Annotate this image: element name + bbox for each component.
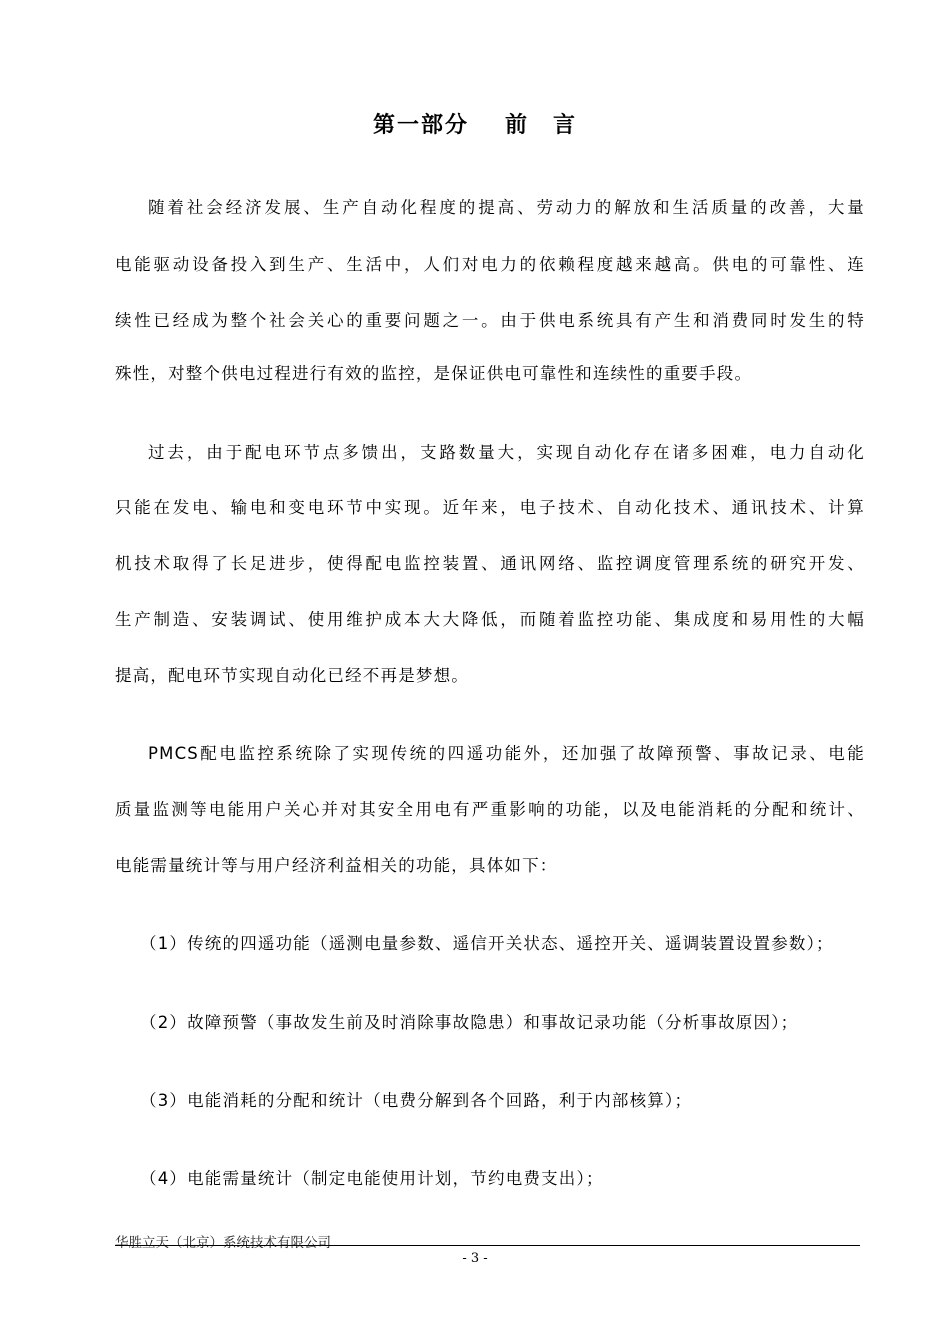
title-part: 第一部分 bbox=[372, 113, 469, 138]
paragraph-line: 电能驱动设备投入到生产、生活中，人们对电力的依赖程度越来越高。供电的可靠性、连 bbox=[115, 255, 865, 274]
footer-divider bbox=[115, 1245, 860, 1246]
paragraph-line: 续性已经成为整个社会关心的重要问题之一。由于供电系统具有产生和消费同时发生的特 bbox=[115, 311, 865, 330]
paragraph-line: PMCS配电监控系统除了实现传统的四遥功能外，还加强了故障预警、事故记录、电能 bbox=[148, 744, 865, 763]
footer-company: 华胜立天（北京）系统技术有限公司 bbox=[115, 1235, 331, 1251]
paragraph-line: 电能需量统计等与用户经济利益相关的功能，具体如下： bbox=[115, 856, 558, 875]
page-title bbox=[0, 108, 950, 139]
list-item: （1）传统的四遥功能（遥测电量参数、遥信开关状态、遥控开关、遥调装置设置参数）； bbox=[140, 934, 834, 953]
list-item: （2）故障预警（事故发生前及时消除事故隐患）和事故记录功能（分析事故原因）； bbox=[140, 1013, 799, 1032]
paragraph-line: 随着社会经济发展、生产自动化程度的提高、劳动力的解放和生活质量的改善，大量 bbox=[148, 198, 865, 217]
paragraph-line: 质量监测等电能用户关心并对其安全用电有严重影响的功能，以及电能消耗的分配和统计、 bbox=[115, 800, 865, 819]
title-word: 前 言 bbox=[505, 113, 578, 138]
paragraph-line: 生产制造、安装调试、使用维护成本大大降低，而随着监控功能、集成度和易用性的大幅 bbox=[115, 610, 865, 629]
page-number: - 3 - bbox=[462, 1251, 488, 1266]
paragraph-line: 机技术取得了长足进步，使得配电监控装置、通讯网络、监控调度管理系统的研究开发、 bbox=[115, 554, 865, 573]
list-item: （3）电能消耗的分配和统计（电费分解到各个回路，利于内部核算）； bbox=[140, 1091, 693, 1110]
paragraph-line: 殊性，对整个供电过程进行有效的监控，是保证供电可靠性和连续性的重要手段。 bbox=[115, 364, 753, 383]
paragraph-line: 过去，由于配电环节点多馈出，支路数量大，实现自动化存在诸多困难，电力自动化 bbox=[148, 443, 865, 462]
paragraph-line: 只能在发电、输电和变电环节中实现。近年来，电子技术、自动化技术、通讯技术、计算 bbox=[115, 498, 865, 517]
list-item: （4）电能需量统计（制定电能使用计划，节约电费支出）； bbox=[140, 1169, 604, 1188]
paragraph-line: 提高，配电环节实现自动化已经不再是梦想。 bbox=[115, 666, 469, 685]
